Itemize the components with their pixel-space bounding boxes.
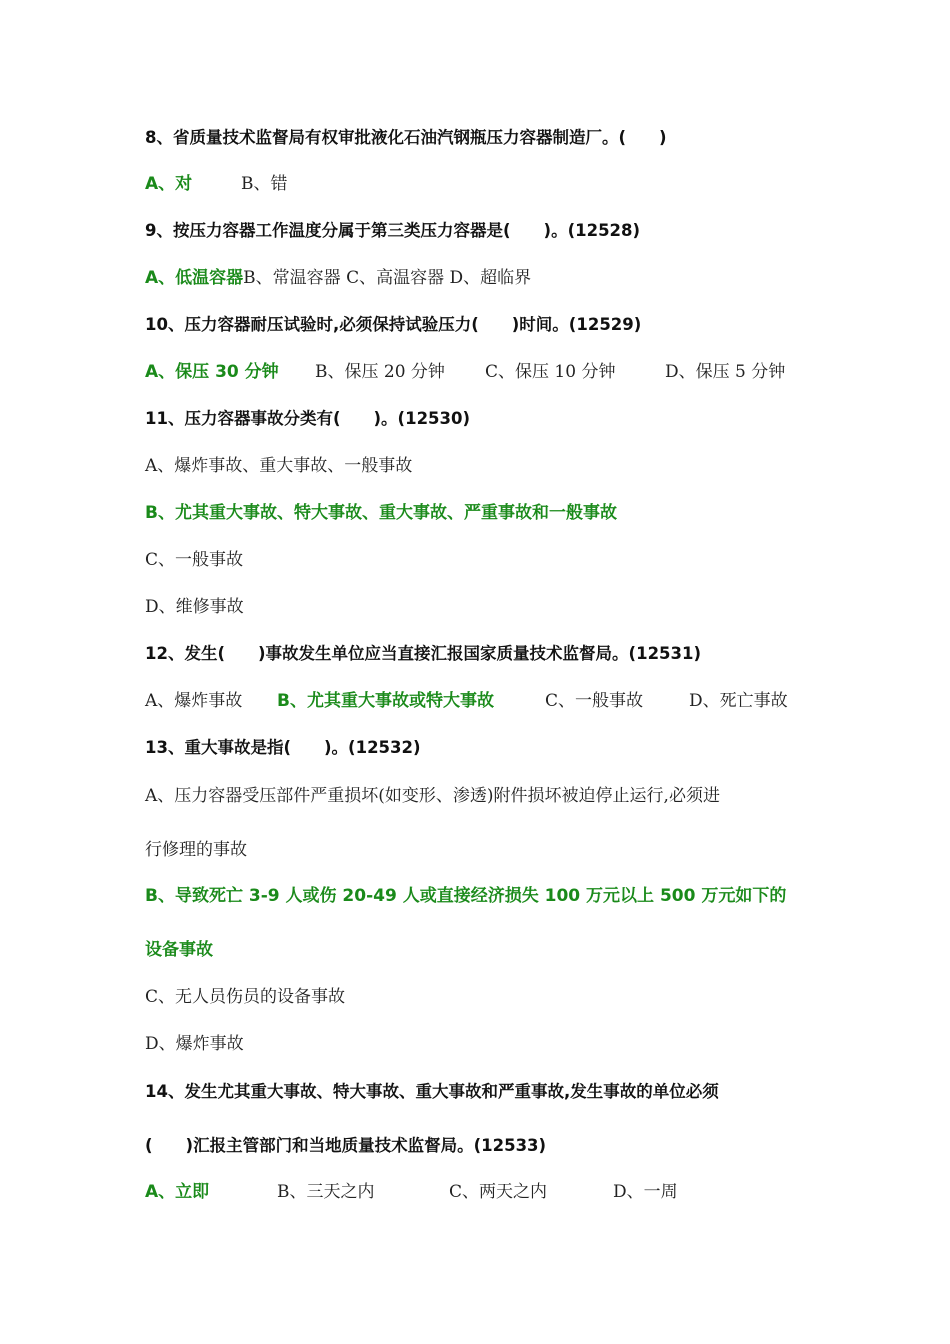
option: D、保压 5 分钟	[665, 362, 786, 382]
answer-option-continued: 设备事故	[145, 940, 213, 960]
question-12-stem: 12、发生( )事故发生单位应当直接汇报国家质量技术监督局。(12531)	[145, 644, 702, 663]
option: D、爆炸事故	[145, 1034, 244, 1054]
question-10-options	[145, 360, 785, 384]
option: C、一般事故	[545, 691, 644, 711]
option: D、一周	[613, 1182, 678, 1202]
option: D、维修事故	[145, 597, 244, 617]
option: C、一般事故	[145, 550, 244, 570]
question-14-options	[145, 1180, 678, 1204]
answer-option: A、立即	[145, 1182, 210, 1202]
option: D、死亡事故	[689, 691, 788, 711]
question-8-stem: 8、省质量技术监督局有权审批液化石油汽钢瓶压力容器制造厂。( )	[145, 128, 667, 147]
answer-option: A、低温容器	[145, 268, 244, 288]
question-14-stem: 14、发生尤其重大事故、特大事故、重大事故和严重事故,发生事故的单位必须	[145, 1082, 719, 1101]
option: A、爆炸事故、重大事故、一般事故	[145, 456, 413, 476]
question-8-options	[145, 172, 288, 196]
option: C、两天之内	[449, 1182, 548, 1202]
option: B、三天之内	[277, 1182, 375, 1202]
option: B、常温容器 C、高温容器 D、超临界	[243, 268, 532, 288]
question-13-stem: 13、重大事故是指( )。(12532)	[145, 738, 421, 757]
question-14-stem-continued: ( )汇报主管部门和当地质量技术监督局。(12533)	[145, 1136, 547, 1155]
question-9-stem: 9、按压力容器工作温度分属于第三类压力容器是( )。(12528)	[145, 221, 641, 240]
option: B、保压 20 分钟	[315, 362, 445, 382]
question-10-stem: 10、压力容器耐压试验时,必须保持试验压力( )时间。(12529)	[145, 315, 642, 334]
option: B、错	[241, 174, 288, 194]
option-continued: 行修理的事故	[145, 840, 247, 860]
option: A、压力容器受压部件严重损坏(如变形、渗透)附件损坏被迫停止运行,必须进	[145, 786, 720, 806]
answer-option: B、导致死亡 3-9 人或伤 20-49 人或直接经济损失 100 万元以上 500 万元如下的	[145, 886, 787, 906]
answer-option: B、尤其重大事故、特大事故、重大事故、严重事故和一般事故	[145, 503, 617, 523]
question-12-options	[145, 689, 788, 713]
question-11-stem: 11、压力容器事故分类有( )。(12530)	[145, 409, 471, 428]
option: C、保压 10 分钟	[485, 362, 616, 382]
answer-option: A、对	[145, 174, 193, 194]
question-9-options	[145, 266, 531, 290]
answer-option: A、保压 30 分钟	[145, 362, 279, 382]
option: C、无人员伤员的设备事故	[145, 987, 346, 1007]
option: A、爆炸事故	[145, 691, 243, 711]
answer-option: B、尤其重大事故或特大事故	[277, 691, 494, 711]
